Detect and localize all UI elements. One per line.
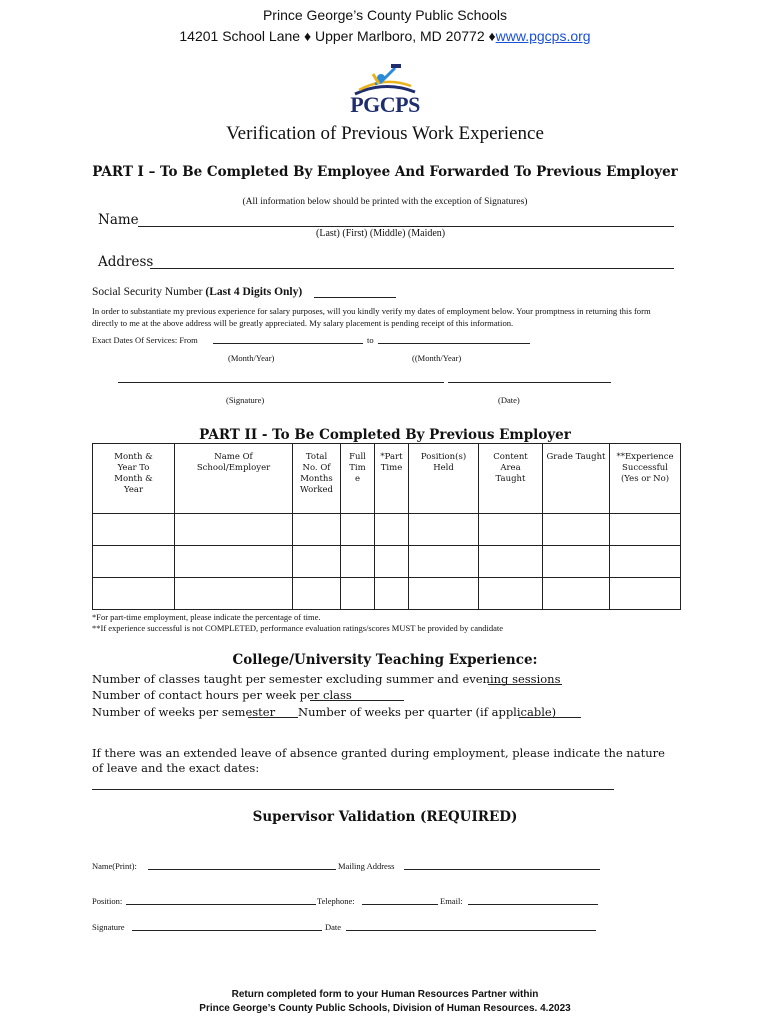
- telephone-field[interactable]: [362, 904, 438, 905]
- table-cell[interactable]: [479, 546, 543, 578]
- col-experience: **Experience Successful (Yes or No): [610, 444, 681, 514]
- table-cell[interactable]: [479, 578, 543, 610]
- table-cell[interactable]: [175, 514, 293, 546]
- employment-table: [92, 443, 681, 610]
- month-year-hint-1: (Month/Year): [228, 353, 275, 363]
- email-field[interactable]: [468, 904, 598, 905]
- signature-label: Signature: [92, 922, 125, 932]
- request-paragraph: In order to substantiate my previous experience for salary purposes, will you kindly verify my dates of employment below. Your promptness in returning this form directly to me at the above address will be greatly appreciated. My salary placement is pending receipt of this information.: [92, 306, 651, 328]
- col-content-area: Content Area Taught: [479, 444, 543, 514]
- col-part-time: *Part Time: [375, 444, 409, 514]
- table-cell[interactable]: [293, 514, 341, 546]
- table-cell[interactable]: [175, 578, 293, 610]
- college-line-hours: Number of contact hours per week per class: [92, 688, 352, 702]
- table-cell[interactable]: [543, 514, 610, 546]
- ssn-bold: (Last 4 Digits Only): [205, 286, 303, 298]
- org-address: [0, 28, 770, 44]
- table-header-row: [93, 444, 681, 514]
- dates-label: Exact Dates Of Services: From: [92, 335, 198, 345]
- table-cell[interactable]: [610, 546, 681, 578]
- table-cell[interactable]: [409, 546, 479, 578]
- table-cell[interactable]: [610, 578, 681, 610]
- table-cell[interactable]: [610, 514, 681, 546]
- month-year-hint-2: ((Month/Year): [412, 353, 462, 363]
- college-line-classes: Number of classes taught per semester excluding summer and evening sessions: [92, 672, 561, 686]
- weeks-quarter-field[interactable]: [519, 717, 581, 718]
- part2-heading: PART II - To Be Completed By Previous Employer: [199, 427, 571, 443]
- table-cell[interactable]: [375, 546, 409, 578]
- ssn-label: [92, 286, 302, 298]
- col-total-months: Total No. Of Months Worked: [293, 444, 341, 514]
- hours-field[interactable]: [310, 700, 404, 701]
- part1-heading: PART I – To Be Completed By Employee And Forwarded To Previous Employer: [92, 164, 678, 180]
- table-cell[interactable]: [543, 578, 610, 610]
- table-cell[interactable]: [375, 578, 409, 610]
- address-text: 14201 School Lane ♦ Upper Marlboro, MD 20772 ♦: [179, 28, 496, 44]
- table-cell[interactable]: [409, 578, 479, 610]
- email-label: Email:: [440, 896, 463, 906]
- leave-field[interactable]: [92, 789, 614, 790]
- name-label: Name: [98, 212, 139, 228]
- website-link[interactable]: www.pgcps.org: [495, 28, 591, 44]
- table-cell[interactable]: [341, 546, 375, 578]
- weeks-semester-field[interactable]: [248, 717, 298, 718]
- logo-figure-icon: [345, 62, 425, 96]
- table-row: [93, 546, 681, 578]
- table-cell[interactable]: [293, 546, 341, 578]
- ssn-field[interactable]: [314, 297, 396, 298]
- table-cell[interactable]: [543, 546, 610, 578]
- table-cell[interactable]: [375, 514, 409, 546]
- supervisor-heading: Supervisor Validation (REQUIRED): [252, 809, 518, 825]
- supervisor-name-label: Name(Print):: [92, 861, 137, 871]
- position-label: Position:: [92, 896, 123, 906]
- footnote-experience: **If experience successful is not COMPLETED, performance evaluation ratings/scores MUST be provided by candidate: [92, 623, 504, 633]
- col-school: Name Of School/Employer: [175, 444, 293, 514]
- footer-line-1: Return completed form to your Human Resources Partner within: [231, 989, 539, 1000]
- footnote-part-time: *For part-time employment, please indicate the percentage of time.: [92, 612, 321, 622]
- name-hint: (Last) (First) (Middle) (Maiden): [316, 228, 446, 239]
- mailing-address-label: Mailing Address: [338, 861, 395, 871]
- mailing-address-field[interactable]: [404, 869, 600, 870]
- table-row: [93, 514, 681, 546]
- table-cell[interactable]: [341, 578, 375, 610]
- dates-to: to: [367, 335, 374, 345]
- col-positions: Position(s) Held: [409, 444, 479, 514]
- org-name: Prince George’s County Public Schools: [262, 7, 508, 23]
- classes-field[interactable]: [488, 684, 562, 685]
- footer-line-2: Prince George’s County Public Schools, Division of Human Resources. 4.2023: [199, 1003, 571, 1014]
- page-title: Verification of Previous Work Experience: [226, 123, 544, 144]
- supervisor-name-field[interactable]: [148, 869, 336, 870]
- supervisor-signature-field[interactable]: [132, 930, 322, 931]
- pgcps-logo: [345, 62, 425, 120]
- college-line-weeks-semester: Number of weeks per semester: [92, 705, 276, 719]
- logo-text: PGCPS: [350, 92, 420, 117]
- employee-date-field[interactable]: [448, 382, 611, 383]
- telephone-label: Telephone:: [317, 896, 355, 906]
- supervisor-date-field[interactable]: [346, 930, 596, 931]
- table-cell[interactable]: [93, 514, 175, 546]
- ssn-text: Social Security Number: [92, 286, 206, 298]
- leave-text: If there was an extended leave of absence granted during employment, please indicate the nature of leave and the exact dates:: [92, 746, 665, 775]
- table-cell[interactable]: [409, 514, 479, 546]
- table-cell[interactable]: [341, 514, 375, 546]
- date-from-field[interactable]: [213, 343, 363, 344]
- signature-hint: (Signature): [226, 395, 265, 405]
- col-grade: Grade Taught: [543, 444, 610, 514]
- address-field[interactable]: [150, 268, 674, 269]
- name-field[interactable]: [138, 226, 674, 227]
- table-cell[interactable]: [293, 578, 341, 610]
- position-field[interactable]: [126, 904, 316, 905]
- footer: [0, 988, 770, 1016]
- table-cell[interactable]: [93, 546, 175, 578]
- employee-signature-field[interactable]: [118, 382, 444, 383]
- table-cell[interactable]: [93, 578, 175, 610]
- supervisor-date-label: Date: [325, 922, 342, 932]
- part1-note: (All information below should be printed with the exception of Signatures): [242, 197, 528, 207]
- col-full-time: Full Time: [341, 444, 375, 514]
- table-row: [93, 578, 681, 610]
- table-cell[interactable]: [175, 546, 293, 578]
- college-line-weeks-quarter: Number of weeks per quarter (if applicable): [298, 705, 557, 719]
- address-label: Address: [98, 254, 154, 270]
- table-cell[interactable]: [479, 514, 543, 546]
- date-to-field[interactable]: [378, 343, 530, 344]
- col-month-year: Month & Year To Month & Year: [93, 444, 175, 514]
- date-hint: (Date): [498, 395, 520, 405]
- college-heading: College/University Teaching Experience:: [232, 652, 538, 668]
